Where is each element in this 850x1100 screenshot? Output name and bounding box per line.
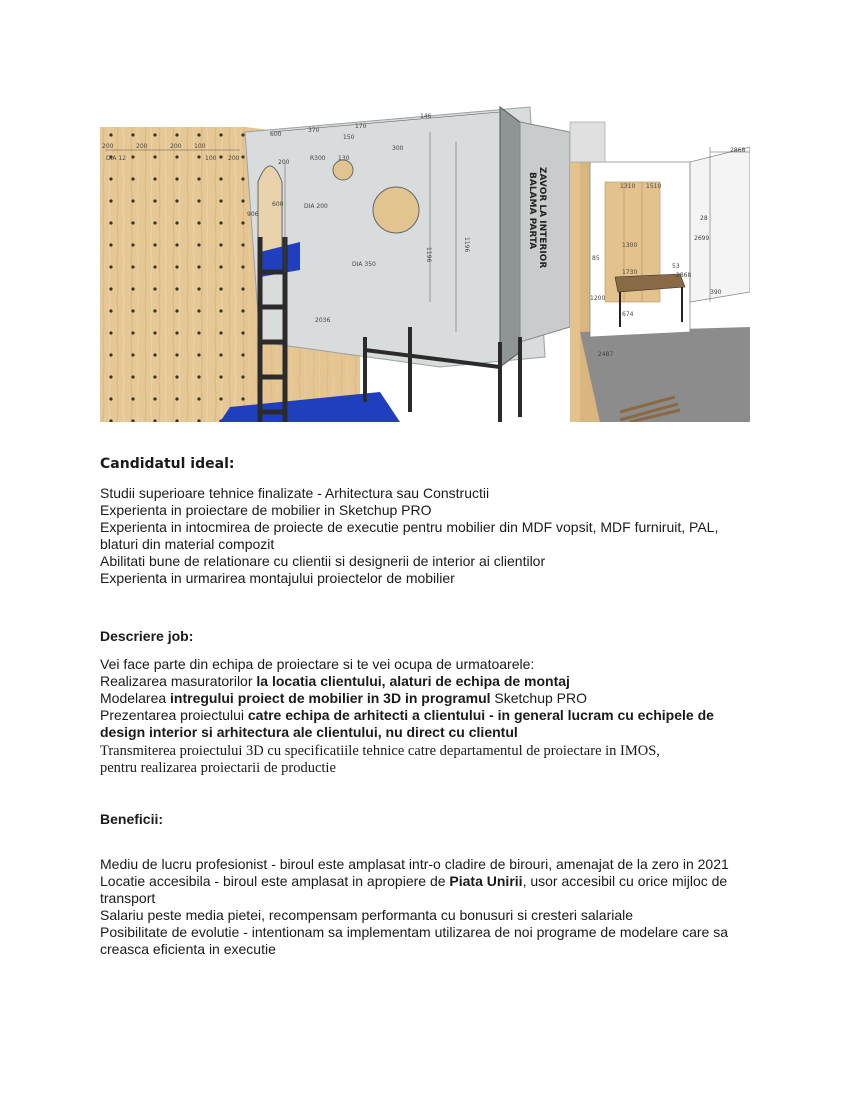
- ideal-candidate-heading: Candidatul ideal:: [100, 456, 235, 472]
- dim-label: 1730: [622, 269, 638, 276]
- ideal-line: Experienta in urmarirea montajului proiectelor de mobilier: [100, 570, 455, 586]
- large-round-window: [373, 187, 419, 233]
- dim-label: 200: [278, 159, 290, 166]
- dim-label: 1200: [590, 295, 606, 302]
- dim-label: 1510: [646, 183, 662, 190]
- dim-label: 200: [170, 143, 182, 150]
- dim-label: 200: [136, 143, 148, 150]
- dim-label: 1196: [463, 237, 470, 253]
- dim-label: 146: [420, 113, 432, 120]
- job-description-list: [100, 656, 790, 777]
- dim-label: DIA 350: [352, 261, 376, 268]
- benefit-line: Posibilitate de evolutie - intentionam sa implementam utilizarea de noi programe de modelare care sa: [100, 924, 728, 940]
- dim-label: 100: [194, 143, 206, 150]
- rendering-svg: [100, 102, 750, 422]
- job-line-presentation: Prezentarea proiectului catre echipa de arhitecti a clientului - in general lucram cu echipele de: [100, 707, 714, 723]
- ideal-line: Abilitati bune de relationare cu clientii si designerii de interior ai clientilor: [100, 553, 546, 569]
- dim-label: 370: [308, 127, 320, 134]
- dim-label: 200: [228, 155, 240, 162]
- dim-label: 53: [672, 263, 680, 270]
- dim-label: 85: [592, 255, 600, 262]
- job-line-transfer: Transmiterea proiectului 3D cu specificatiile tehnice catre departamentul de proiectare in IMOS,: [100, 743, 660, 759]
- ideal-candidate-list: [100, 485, 780, 587]
- ideal-line: Studii superioare tehnice finalizate - Arhitectura sau Constructii: [100, 485, 490, 501]
- benefit-line: creasca eficienta in executie: [100, 941, 276, 957]
- dim-label: 130: [338, 155, 350, 162]
- benefit-line: Salariu peste media pietei, recompensam performanta cu bonusuri si cresteri salariale: [100, 907, 634, 923]
- dim-label: 600: [270, 131, 282, 138]
- job-line-transfer-cont: pentru realizarea proiectarii de productie: [100, 760, 336, 776]
- job-line-presentation-cont: design interior si arhitectura ale clientului, nu direct cu clientul: [100, 724, 518, 740]
- ideal-line: blaturi din material compozit: [100, 536, 275, 552]
- dim-label: 2868: [676, 272, 692, 279]
- dim-label: 600: [272, 201, 284, 208]
- dim-label: DIA 200: [304, 203, 328, 210]
- dim-label: 2036: [315, 317, 331, 324]
- dim-label: 2868: [730, 147, 746, 154]
- benefits-list: [100, 856, 790, 958]
- dim-label: 300: [392, 145, 404, 152]
- dim-label: 200: [102, 143, 114, 150]
- benefit-line: transport: [100, 890, 156, 906]
- dim-label: 1196: [425, 247, 432, 263]
- dim-label: 2487: [598, 351, 614, 358]
- dim-label: 674: [622, 311, 634, 318]
- dim-label: 100: [205, 155, 217, 162]
- dim-label: 906: [247, 211, 259, 218]
- ideal-line: Experienta in intocmirea de proiecte de executie pentru mobilier din MDF vopsit, MDF furniruit, PAL,: [100, 519, 719, 535]
- dim-label: 28: [700, 215, 708, 222]
- dim-label: 1310: [620, 183, 636, 190]
- dim-label: 150: [343, 134, 355, 141]
- benefits-heading: Beneficii:: [100, 811, 164, 827]
- dim-label: R300: [310, 155, 326, 162]
- job-description-heading: Descriere job:: [100, 628, 194, 644]
- benefit-line: Mediu de lucru profesionist - biroul este amplasat intr-o cladire de birouri, amenajat de la zero in 2021: [100, 856, 729, 872]
- ideal-line: Experienta in proiectare de mobilier in Sketchup PRO: [100, 502, 432, 518]
- door-label-2: ZAVOR LA INTERIOR: [537, 167, 547, 269]
- job-line-modeling: Modelarea intregului proiect de mobilier in 3D in programul Sketchup PRO: [100, 690, 588, 706]
- dim-label: 1300: [622, 242, 638, 249]
- dim-label: 170: [355, 123, 367, 130]
- dim-label: DIA 12: [106, 155, 127, 162]
- job-intro: Vei face parte din echipa de proiectare si te vei ocupa de urmatoarele:: [100, 656, 535, 672]
- benefit-line-location: Locatie accesibila - biroul este amplasat in apropiere de Piata Unirii, usor accesibil cu orice mijloc de: [100, 873, 728, 889]
- furniture-3d-rendering: [100, 102, 750, 422]
- door-panel: [500, 107, 520, 367]
- door-label-1: BALAMA PARTA: [527, 172, 537, 250]
- dim-label: 2699: [694, 235, 710, 242]
- small-round-window: [333, 160, 353, 180]
- job-line-measurements: Realizarea masuratorilor la locatia clientului, alaturi de echipa de montaj: [100, 673, 570, 689]
- dim-label: 390: [710, 289, 722, 296]
